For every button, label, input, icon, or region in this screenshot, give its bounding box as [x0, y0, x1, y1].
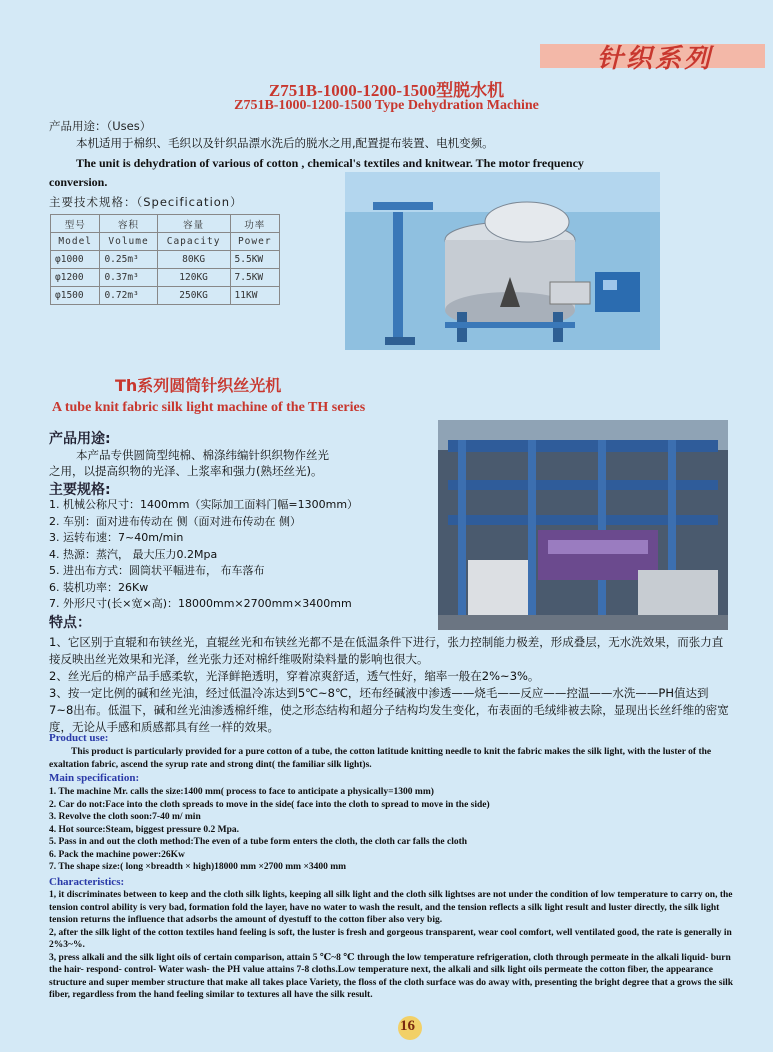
table-row	[51, 251, 280, 269]
table-cell: 0.25m³	[100, 251, 157, 269]
list-item: 6. Pack the machine power:26Kw	[49, 849, 185, 860]
list-item: 7. 外形尺寸(长×宽×高)：18000mm×2700mm×3400mm	[49, 597, 352, 610]
th-title-cn: Th系列圆筒针织丝光机	[115, 376, 282, 395]
table-cell: 80KG	[157, 251, 230, 269]
list-item: 1、它区别于直辊和布铗丝光，直辊丝光和布铗丝光都不是在低温条件下进行，张力控制能力极差，形成叠层，无水洗效果，而张力直接反映出丝光效果和光泽，丝光张力还对棉纤维吸附染料量的影响也很大。	[49, 635, 724, 666]
dehydration-title-en: Z751B-1000-1200-1500 Type Dehydration Machine	[234, 98, 539, 113]
list-item: 3. Revolve the cloth soon:7-40 m/ min	[49, 812, 201, 822]
table-cell: φ1200	[51, 269, 100, 287]
main-spec-heading: Main specification:	[49, 772, 140, 784]
th-title-en: A tube knit fabric silk light machine of the TH series	[52, 400, 366, 415]
th-machine-photo	[438, 420, 728, 630]
table-header-cell: Model	[51, 233, 100, 251]
table-cell: 120KG	[157, 269, 230, 287]
dehydration-machine-photo	[345, 172, 660, 350]
th-features-cn	[49, 634, 729, 736]
series-title: 针织系列	[596, 44, 713, 74]
spec-label: 主要技术规格：（Specification）	[49, 195, 243, 209]
characteristics-list	[49, 889, 739, 1002]
list-item: 6. 装机功率：26Kw	[49, 580, 149, 594]
uses-en-line2: conversion.	[49, 175, 108, 189]
list-item: 2. Car do not:Face into the cloth spreads to move in the side( face into the cloth to spread to move in the side)	[49, 799, 490, 810]
list-item: 3. 运转布速：7~40m/min	[49, 531, 184, 544]
th-use-text-line1: 本产品专供圆筒型纯棉、棉涤纬编针织织物作丝光	[76, 448, 329, 462]
product-use-heading: Product use:	[49, 732, 109, 744]
list-item: 1. 机械公称尺寸：1400mm（实际加工面料门幅=1300mm）	[49, 498, 359, 511]
table-cell: 7.5KW	[230, 269, 279, 287]
table-row	[51, 287, 280, 305]
table-header-cell: 型号	[51, 215, 100, 233]
list-item: 3, press alkali and the silk light oils of certain comparison, attain 5 ℃~8 ℃ through the low temperature refrigeration, cloth through permeate in the alkali liquid- burn the hair- respond- control- Water wash- the PH value attains 7-8 cloths.Low temperature next, the alkali and silk light oils permeate the cotton fiber, the appearance structure and super member structure that make all takes place Variety, the floss of the cloth surface was do away with, presenting the bright degree that a grows the silk fiber, regardless from the hand feeling similar to textures all have the silk result.	[49, 952, 734, 1000]
page-number: 16	[400, 1018, 415, 1034]
uses-en-line1: The unit is dehydration of various of cotton , chemical's textiles and knitwear. The motor frequency	[76, 156, 584, 170]
table-header-cell: 功率	[230, 215, 279, 233]
table-cell: 250KG	[157, 287, 230, 305]
product-use-text: This product is particularly provided for a pure cotton of a tube, the cotton latitude knitting needle to knit the fabric makes the silk light, with the luster of the exaltation fabric, ascend the syrup rate and strong dint( the familiar silk light)s.	[49, 747, 712, 770]
list-item: 1. The machine Mr. calls the size:1400 mm( process to face to anticipate a physically=1300 mm)	[49, 787, 434, 797]
table-header-cell: Volume	[100, 233, 157, 251]
table-cell: 5.5KW	[230, 251, 279, 269]
list-item: 3、按一定比例的碱和丝光油，经过低温冷冻达到5℃~8℃，坯布经碱液中渗透——烧毛——反应——控温——水洗——PH值达到7~8出布。低温下，碱和丝光油渗透棉纤维，使之形态结构和超分子结构均发生变化，布表面的毛绒绯被去除，显现出长丝纤维的密宽度，无论从手感和质感都具有丝一样的效果。	[49, 686, 729, 734]
table-cell: φ1000	[51, 251, 100, 269]
table-header-cell: 容量	[157, 215, 230, 233]
th-spec-list	[49, 497, 358, 613]
list-item: 2、丝光后的棉产品手感柔软，光泽鲜艳透明，穿着凉爽舒适，透气性好，缩率一般在2%~3%。	[49, 669, 540, 683]
th-spec-heading: 主要规格:	[49, 482, 111, 498]
table-cell: 0.37m³	[100, 269, 157, 287]
table-cell: 0.72m³	[100, 287, 157, 305]
uses-cn: 本机适用于棉织、毛织以及针织品漂水洗后的脱水之用,配置提布装置、电机变频。	[76, 136, 494, 150]
table-header-cell: Capacity	[157, 233, 230, 251]
list-item: 2, after the silk light of the cotton textiles hand feeling is soft, the luster is fresh and gorgeous transparent, wear cool comfort, well ventilated good, the rate is generally in 2%3~%.	[49, 927, 732, 950]
list-item: 7. The shape size:( long ×breadth × high)18000 mm ×2700 mm ×3400 mm	[49, 862, 347, 872]
th-use-text-line2: 之用，以提高织物的光泽、上浆率和强力(熟坯丝光)。	[49, 464, 323, 478]
table-header-cell: Power	[230, 233, 279, 251]
table-row	[51, 269, 280, 287]
list-item: 2. 车别：面对进布传动在 侧（面对进布传动在 侧）	[49, 514, 301, 528]
list-item: 5. 进出布方式：圆筒状平幅进布， 布车落布	[49, 564, 265, 577]
dehydration-title-cn: Z751B-1000-1200-1500型脱水机	[268, 81, 505, 100]
list-item: 1, it discriminates between to keep and the cloth silk lights, keeping all silk light and the cloth silk lightses are not under the condition of low temperature to carry on, the tension control ability is very bad, formation fold the layer, have no water to wash the result, and the tension reflects a silk light result and luster directly, the silk light tension returns the influence that adsorbs the amount of dyestuff to the cotton fiber also very big.	[49, 890, 733, 925]
main-spec-list	[49, 786, 739, 874]
th-machine-illustration	[438, 420, 728, 630]
table-header-en	[51, 233, 280, 251]
table-header-cell: 容积	[100, 215, 157, 233]
characteristics-heading: Characteristics:	[49, 876, 125, 888]
table-cell: 11KW	[230, 287, 279, 305]
list-item: 5. Pass in and out the cloth method:The even of a tube form enters the cloth, the cloth car falls the cloth	[49, 837, 468, 847]
table-cell: φ1500	[51, 287, 100, 305]
spec-table	[50, 214, 280, 305]
th-features-heading: 特点：	[49, 615, 91, 631]
th-use-heading: 产品用途:	[49, 431, 111, 447]
uses-label: 产品用途：（Uses）	[49, 119, 152, 133]
dehydration-machine-illustration	[345, 172, 660, 350]
list-item: 4. Hot source:Steam, biggest pressure 0.2 Mpa.	[49, 824, 239, 835]
table-header-cn	[51, 215, 280, 233]
list-item: 4. 热源：蒸汽， 最大压力0.2Mpa	[49, 547, 218, 561]
